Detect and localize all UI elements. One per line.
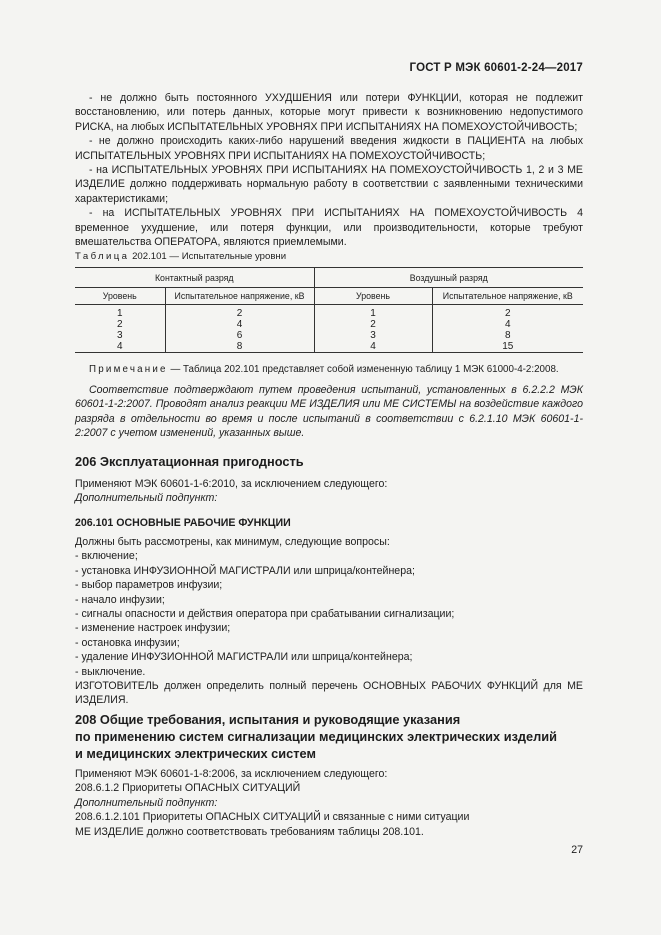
list-item: - удаление ИНФУЗИОННОЙ МАГИСТРАЛИ или шприца/контейнера;: [75, 651, 413, 664]
table-cell: 4: [432, 319, 583, 330]
table-cell: 2: [116, 319, 123, 330]
table-cell: 4: [116, 341, 123, 352]
section-heading-line: по применению систем сигнализации медицинских электрических изделий: [75, 729, 558, 744]
table-cell: 3: [116, 330, 123, 341]
compliance-text: Соответствие подтверждают путем проведения испытаний, установленных в 6.2.2.2 МЭК 60601-1-2:2007. Проводят анализ реакции МЕ ИЗДЕЛИЯ или МЕ СИСТЕМЫ на воздействие каждого разряда в отдельности во время и после испытаний в соответствии с 6.2.1.10 МЭК 60601-1-2:2007 с учетом изменений, указанных выше.: [75, 384, 583, 440]
table-cell: 15: [432, 341, 583, 353]
section-heading: 206 Эксплуатационная пригодность: [75, 454, 304, 469]
clause-item: МЕ ИЗДЕЛИЕ должно соответствовать требованиям таблицы 208.101.: [75, 825, 424, 838]
table-cell: 2: [165, 308, 314, 319]
table-note: [75, 364, 583, 375]
table-caption: [75, 251, 286, 262]
table-cell: 1: [314, 308, 432, 319]
closing-paragraph: ИЗГОТОВИТЕЛЬ должен определить полный перечень ОСНОВНЫХ РАБОЧИХ ФУНКЦИЙ для МЕ ИЗДЕЛИЯ.: [75, 680, 583, 707]
document-header: ГОСТ Р МЭК 60601-2-24—2017: [409, 62, 583, 74]
clause-item: 208.6.1.2 Приоритеты ОПАСНЫХ СИТУАЦИЙ: [75, 782, 301, 795]
compliance-paragraph: [75, 383, 583, 441]
list-item: - выбор параметров инфузии;: [75, 579, 223, 592]
section-208-body: [75, 767, 583, 839]
table-cell: 4: [314, 341, 432, 353]
table-cell: 2: [432, 308, 583, 319]
table-cell: 6: [165, 330, 314, 341]
section-206-101: [75, 516, 583, 530]
test-levels-table: [75, 267, 583, 353]
table-col-header: Испытательное напряжение, кВ: [432, 288, 583, 305]
applies-text: Применяют МЭК 60601-1-6:2010, за исключением следующего:: [75, 478, 388, 490]
note-prefix: Примечание: [89, 364, 168, 375]
paragraph: - не должно быть постоянного УХУДШЕНИЯ или потери ФУНКЦИИ, которая не подлежит восстановлению, или потерь данных, которые могут привести к возникновению недопустимого РИСКА, на любых ИСПЫТАТЕЛЬНЫХ УРОВНЯХ ПРИ ИСПЫТАНИЯХ НА ПОМЕХОУСТОЙЧИВОСТЬ;: [75, 92, 583, 133]
table-col-header: Испытательное напряжение, кВ: [165, 288, 314, 305]
table-cell: 8: [165, 341, 314, 353]
table-row: [75, 330, 583, 341]
table-cell: 8: [432, 330, 583, 341]
section-heading-line: 208 Общие требования, испытания и руководящие указания: [75, 712, 461, 727]
section-208: [75, 711, 583, 762]
table-row: [75, 319, 583, 330]
page-number: 27: [571, 844, 583, 856]
table-caption-prefix: Таблица: [75, 251, 130, 262]
list-item: - выключение.: [75, 665, 146, 678]
table-group-header: Воздушный разряд: [314, 268, 583, 288]
subsection-heading: 206.101 ОСНОВНЫЕ РАБОЧИЕ ФУНКЦИИ: [75, 517, 291, 529]
note-text: — Таблица 202.101 представляет собой измененную таблицу 1 МЭК 61000-4-2:2008.: [167, 364, 559, 375]
paragraph: - на ИСПЫТАТЕЛЬНЫХ УРОВНЯХ ПРИ ИСПЫТАНИЯХ НА ПОМЕХОУСТОЙЧИВОСТЬ 1, 2 и 3 МЕ ИЗДЕЛИЕ должно поддерживать нормальную работу в соответствии с заявленными техническими характеристиками;: [75, 164, 583, 205]
section-206: [75, 455, 583, 469]
requirements-list: [75, 91, 583, 249]
additional-subclause-label: Дополнительный подпункт:: [75, 492, 218, 505]
list-item: - сигналы опасности и действия оператора при срабатывании сигнализации;: [75, 608, 455, 621]
paragraph: - на ИСПЫТАТЕЛЬНЫХ УРОВНЯХ ПРИ ИСПЫТАНИЯХ НА ПОМЕХОУСТОЙЧИВОСТЬ 4 временное ухудшение, или потеря функции, или производительности, которые требуют вмешательства ОПЕРАТОРА, являются приемлемыми.: [75, 207, 583, 249]
list-intro: Должны быть рассмотрены, как минимум, следующие вопросы:: [75, 536, 390, 548]
table-row: [75, 308, 583, 319]
table-group-header: Контактный разряд: [75, 268, 314, 288]
table-cell: 3: [314, 330, 432, 341]
applies-text: Применяют МЭК 60601-1-8:2006, за исключением следующего:: [75, 768, 388, 780]
table-cell: 2: [314, 319, 432, 330]
section-heading-line: и медицинских электрических систем: [75, 746, 316, 761]
additional-subclause-label: Дополнительный подпункт:: [75, 796, 218, 809]
list-item: - остановка инфузии;: [75, 636, 180, 649]
clause-item: 208.6.1.2.101 Приоритеты ОПАСНЫХ СИТУАЦИЙ и связанные с ними ситуации: [75, 811, 470, 824]
table-cell: 4: [165, 319, 314, 330]
table-cell: 1: [116, 308, 123, 319]
functions-list: [75, 535, 583, 708]
list-item: - установка ИНФУЗИОННОЙ МАГИСТРАЛИ или шприца/контейнера;: [75, 564, 415, 577]
table-col-header: Уровень: [75, 288, 165, 305]
section-206-body: [75, 477, 583, 506]
paragraph: - не должно происходить каких-либо нарушений введения жидкости в ПАЦИЕНТА на любых ИСПЫТАТЕЛЬНЫХ УРОВНЯХ ПРИ ИСПЫТАНИЯХ НА ПОМЕХОУСТОЙЧИВОСТЬ;: [75, 135, 583, 162]
list-item: - включение;: [75, 550, 138, 563]
list-item: - изменение настроек инфузии;: [75, 622, 231, 635]
list-item: - начало инфузии;: [75, 593, 165, 606]
table-col-header: Уровень: [314, 288, 432, 305]
table-caption-text: 202.101 — Испытательные уровни: [129, 251, 287, 262]
table-row: [75, 341, 583, 353]
